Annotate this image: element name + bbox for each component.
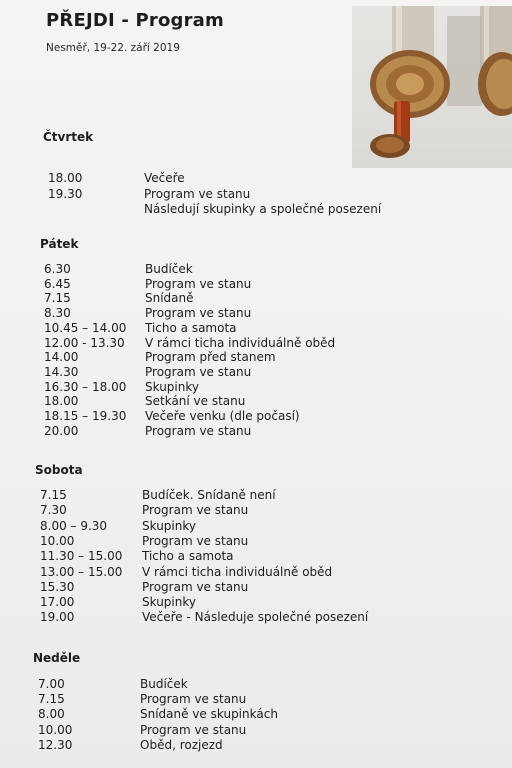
schedule-time: 10.00 [40, 533, 75, 548]
schedule-activity: Program ve stanu [142, 579, 249, 594]
schedule-activity: Oběd, rozjezd [140, 737, 223, 752]
schedule-row [44, 306, 505, 321]
day-heading: Pátek [40, 237, 79, 251]
schedule-time: 14.30 [44, 364, 79, 379]
schedule-activity: V rámci ticha individuálně oběd [145, 335, 336, 350]
schedule-activity: Večeře [144, 171, 185, 185]
schedule-row [38, 692, 505, 707]
schedule-row [44, 291, 505, 306]
schedule-activity: Program ve stanu [145, 364, 252, 379]
schedule-row [40, 488, 505, 503]
schedule-row [44, 350, 505, 365]
schedule-activity: Budíček [145, 262, 193, 276]
schedule-time: 18.00 [44, 394, 79, 409]
schedule-activity: Program ve stanu [145, 306, 252, 321]
schedule-activity: Skupinky [142, 595, 196, 610]
schedule-time: 12.00 - 13.30 [44, 335, 125, 350]
schedule-time: 7.15 [40, 488, 67, 502]
schedule-time: 18.00 [48, 171, 83, 185]
schedule-row [44, 336, 505, 351]
schedule-row [38, 677, 505, 692]
schedule-time: 19.00 [40, 610, 75, 625]
schedule-row [48, 187, 505, 202]
schedule-row [40, 595, 505, 610]
schedule-activity: Program před stanem [145, 350, 276, 365]
schedule-time: 8.00 – 9.30 [40, 518, 108, 533]
schedule-row [38, 723, 505, 738]
schedule-row [40, 580, 505, 595]
schedule-activity: Program ve stanu [142, 533, 249, 548]
schedule-row [44, 262, 505, 277]
schedule-activity: Program ve stanu [145, 423, 252, 438]
schedule-time: 10.00 [38, 722, 73, 737]
schedule-time: 8.30 [44, 306, 71, 321]
day-heading: Čtvrtek [43, 130, 94, 144]
schedule-activity: Ticho a samota [145, 320, 237, 335]
schedule-time: 7.15 [38, 692, 65, 707]
day-heading: Neděle [33, 651, 81, 665]
schedule-row [48, 202, 505, 217]
schedule-activity: Skupinky [142, 518, 196, 533]
schedule-time: 20.00 [44, 423, 79, 438]
schedule-time: 14.00 [44, 350, 79, 365]
schedule-row [40, 503, 505, 518]
schedule-activity: Večeře - Následuje společné posezení [142, 610, 369, 625]
schedule-time: 6.30 [44, 262, 71, 276]
page-subtitle: Nesměř, 19-22. září 2019 [46, 42, 180, 54]
schedule-activity: Program ve stanu [144, 186, 251, 201]
schedule-row [44, 321, 505, 336]
schedule-time: 6.45 [44, 276, 71, 291]
schedule-activity: Ticho a samota [142, 549, 234, 564]
schedule-time: 7.30 [40, 503, 67, 518]
schedule-time: 7.00 [38, 677, 65, 691]
day-heading: Sobota [35, 463, 83, 477]
schedule-row [48, 171, 505, 186]
schedule-time: 17.00 [40, 595, 75, 610]
schedule-row [40, 534, 505, 549]
scroll-illustration [352, 6, 512, 168]
schedule-row [44, 380, 505, 395]
schedule-time: 10.45 – 14.00 [44, 320, 127, 335]
schedule-activity: Program ve stanu [145, 276, 252, 291]
scroll-icon [352, 6, 512, 168]
schedule-time: 18.15 – 19.30 [44, 409, 127, 423]
schedule-row [40, 610, 505, 625]
schedule-time: 19.30 [48, 186, 83, 201]
schedule-time: 7.15 [44, 291, 71, 306]
schedule-activity: Program ve stanu [140, 722, 247, 737]
schedule-time: 8.00 [38, 707, 65, 722]
schedule-activity: Večeře venku (dle počasí) [145, 409, 300, 423]
schedule-row [38, 738, 505, 753]
schedule-row [38, 707, 505, 722]
schedule-row [44, 365, 505, 380]
schedule-time: 12.30 [38, 737, 73, 752]
schedule-row [44, 424, 505, 439]
schedule-time: 16.30 – 18.00 [44, 379, 127, 394]
schedule-activity: Budíček [140, 677, 188, 691]
schedule-time: 11.30 – 15.00 [40, 549, 123, 564]
schedule-activity: Program ve stanu [140, 692, 247, 707]
schedule-time: 13.00 – 15.00 [40, 564, 123, 579]
schedule-activity: Snídaně [145, 291, 194, 306]
schedule-activity: V rámci ticha individuálně oběd [142, 564, 333, 579]
schedule-activity: Následují skupinky a společné posezení [144, 202, 382, 216]
schedule-row [40, 549, 505, 564]
page-title: PŘEJDI - Program [46, 10, 224, 31]
schedule-activity: Skupinky [145, 379, 199, 394]
schedule-row [40, 519, 505, 534]
schedule-activity: Program ve stanu [142, 503, 249, 518]
schedule-time: 15.30 [40, 579, 75, 594]
schedule-row [44, 394, 505, 409]
schedule-activity: Setkání ve stanu [145, 394, 246, 409]
schedule-row [44, 409, 505, 424]
schedule-row [44, 277, 505, 292]
schedule-activity: Snídaně ve skupinkách [140, 707, 278, 722]
schedule-row [40, 565, 505, 580]
schedule-activity: Budíček. Snídaně není [142, 488, 276, 502]
